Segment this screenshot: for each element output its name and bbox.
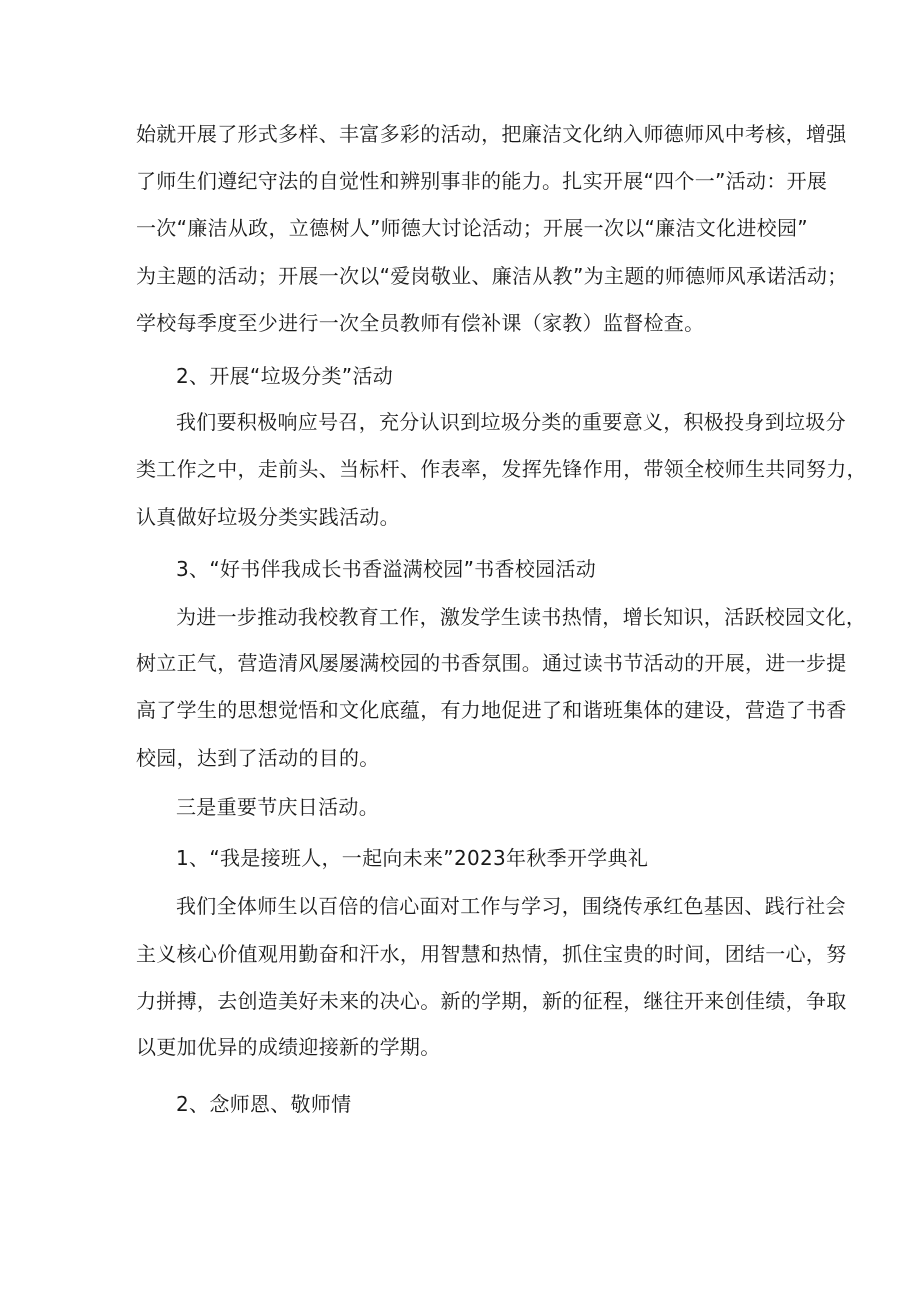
paragraph-line: 始就开展了形式多样、丰富多彩的活动，把廉洁文化纳入师德师风中考核，增强: [136, 122, 847, 146]
paragraph-line: 了师生们遵纪守法的自觉性和辨别事非的能力。扎实开展“四个一”活动：开展: [136, 169, 828, 193]
paragraph-line: 认真做好垃圾分类实践活动。: [136, 505, 400, 529]
section-heading: 2、开展“垃圾分类”活动: [176, 364, 394, 388]
paragraph-line: 类工作之中，走前头、当标杆、作表率，发挥先锋作用，带领全校师生共同努力，: [136, 457, 867, 481]
paragraph-line: 为进一步推动我校教育工作，激发学生读书热情，增长知识，活跃校园文化，: [176, 605, 867, 629]
paragraph-line: 力拼搏，去创造美好未来的决心。新的学期，新的征程，继往开来创佳绩，争取: [136, 989, 847, 1013]
section-heading: 3、“好书伴我成长书香溢满校园”书香校园活动: [176, 557, 597, 581]
section-heading: 2、念师恩、敬师情: [176, 1092, 352, 1116]
paragraph-line: 以更加优异的成绩迎接新的学期。: [136, 1035, 441, 1059]
paragraph-line: 树立正气，营造清风屡屡满校园的书香氛围。通过读书节活动的开展，进一步提: [136, 651, 847, 675]
paragraph-line: 为主题的活动；开展一次以“爱岗敬业、廉洁从教”为主题的师德师风承诺活动；: [136, 264, 848, 288]
paragraph-line: 高了学生的思想觉悟和文化底蕴，有力地促进了和谐班集体的建设，营造了书香: [136, 698, 847, 722]
paragraph-line: 一次“廉洁从政，立德树人”师德大讨论活动；开展一次以“廉洁文化进校园”: [136, 216, 808, 240]
paragraph-line: 校园，达到了活动的目的。: [136, 746, 380, 770]
paragraph-line: 我们全体师生以百倍的信心面对工作与学习，围绕传承红色基因、践行社会: [176, 894, 846, 918]
section-heading: 1、“我是接班人，一起向未来”2023年秋季开学典礼: [176, 846, 649, 870]
paragraph-line: 主义核心价值观用勤奋和汗水，用智慧和热情，抓住宝贵的时间，团结一心，努: [136, 942, 847, 966]
paragraph-line: 我们要积极响应号召，充分认识到垃圾分类的重要意义，积极投身到垃圾分: [176, 410, 846, 434]
section-heading: 三是重要节庆日活动。: [176, 795, 379, 819]
paragraph-line: 学校每季度至少进行一次全员教师有偿补课（家教）监督检查。: [136, 311, 705, 335]
